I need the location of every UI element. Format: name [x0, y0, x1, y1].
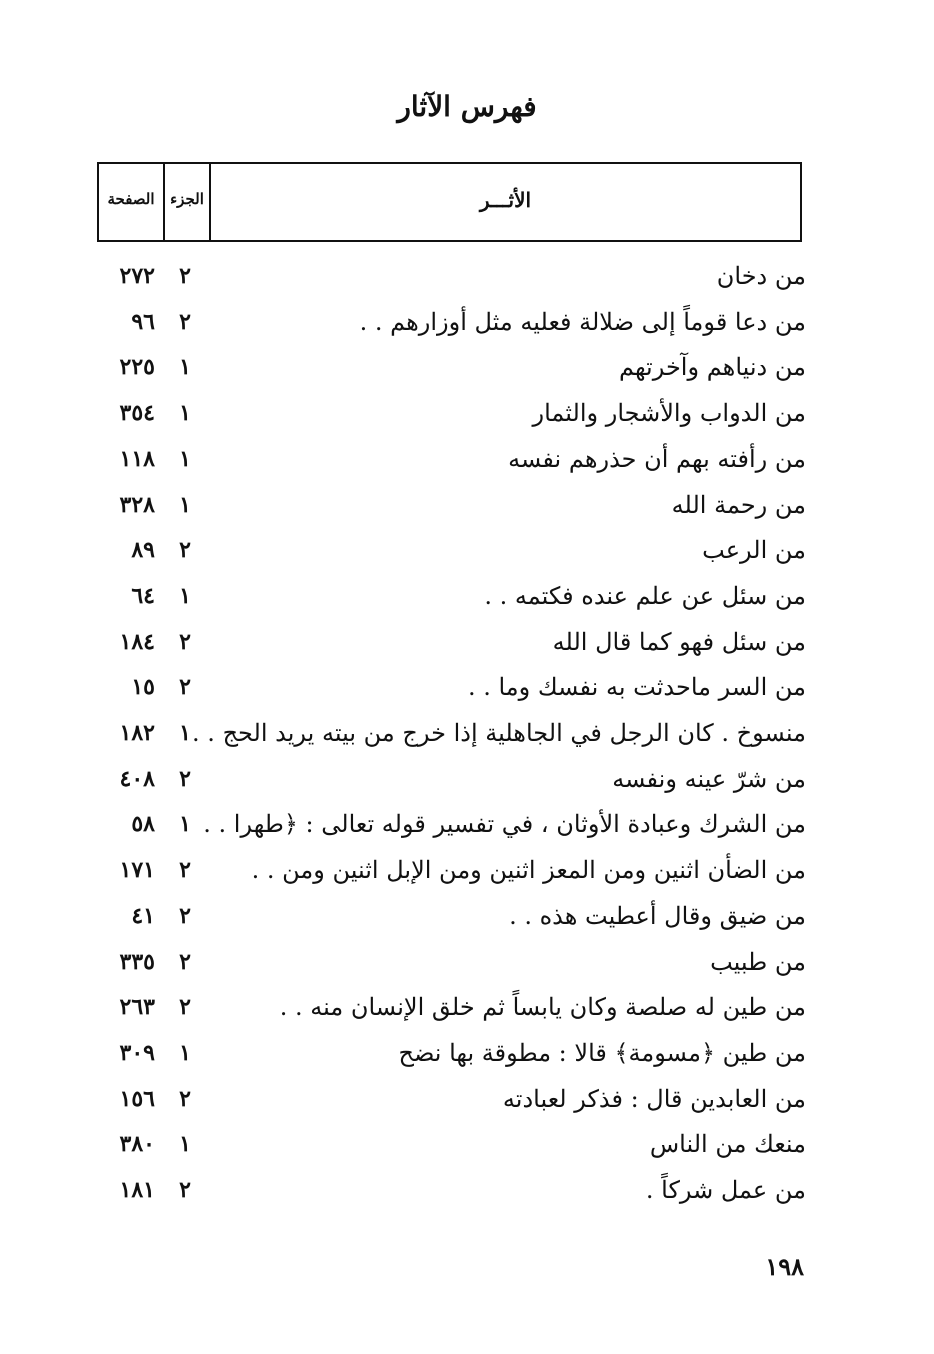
table-row [0, 801, 934, 847]
entry-text: منسوخ . كان الرجل في الجاهلية إذا خرج من بيته يريد الحج . . [192, 719, 806, 747]
table-row [0, 893, 934, 939]
entry-part: ١ [179, 400, 191, 427]
entry-page: ٣٢٨ [119, 491, 155, 518]
entry-part: ١ [179, 582, 191, 609]
entry-part: ١ [179, 811, 191, 838]
entry-part: ٢ [179, 765, 191, 792]
entry-text: من دنياهم وآخرتهم [619, 353, 806, 382]
table-row [0, 1167, 934, 1213]
entry-text: من الشرك وعبادة الأوثان ، في تفسير قوله تعالى : ﴿طهرا . . [203, 810, 806, 839]
entry-page: ٦٤ [131, 582, 155, 609]
entry-page: ٣٠٩ [119, 1039, 155, 1066]
entry-page: ٩٦ [131, 308, 155, 335]
table-row [0, 847, 934, 893]
entry-part: ٢ [179, 308, 191, 335]
table-row [0, 1121, 934, 1167]
entry-part: ١ [179, 491, 191, 518]
entry-text: من العابدين قال : فذكر لعبادته [502, 1084, 806, 1113]
table-row [0, 253, 934, 299]
entry-text: من طين ﴿مسومة﴾ قالا : مطوقة بها نضح [398, 1038, 806, 1067]
table-row [0, 436, 934, 482]
entry-part: ٢ [179, 902, 191, 929]
entry-text: من عمل شركاً . [645, 1176, 806, 1204]
entry-part: ٢ [179, 857, 191, 884]
table-row [0, 344, 934, 390]
page-number: ١٩٨ [765, 1252, 804, 1281]
entry-part: ١ [179, 720, 191, 746]
entry-page: ٣٨٠ [119, 1131, 155, 1158]
entry-part: ١ [179, 354, 191, 381]
entry-part: ٢ [179, 1085, 191, 1112]
table-row [0, 756, 934, 802]
entry-page: ١٨١ [119, 1177, 155, 1203]
entry-page: ١٨٢ [119, 720, 155, 746]
entry-text: من طبيب [710, 947, 806, 976]
table-row [0, 482, 934, 528]
entry-page: ٣٥٤ [119, 400, 155, 427]
entry-text: من ضيق وقال أعطيت هذه . . [509, 901, 806, 930]
page-title: فهرس الآثار [397, 90, 537, 123]
entry-text: من سئل فهو كما قال الله [552, 627, 806, 656]
entry-page: ٢٢٥ [119, 354, 155, 381]
entry-page: ٢٧٢ [119, 263, 155, 289]
entry-page: ٣٣٥ [119, 948, 155, 975]
entry-part: ٢ [179, 1177, 191, 1203]
entry-text: من الرعب [702, 536, 806, 565]
table-row [0, 573, 934, 619]
table-row [0, 710, 934, 756]
entry-page: ١٨٤ [119, 628, 155, 655]
table-row [0, 390, 934, 436]
entry-part: ٢ [179, 674, 191, 701]
entry-page: ١٥٦ [119, 1085, 155, 1112]
entry-text: من الدواب والأشجار والثمار [532, 399, 806, 428]
column-header-part: الجزء [165, 164, 211, 240]
column-header-page: الصفحة [99, 164, 165, 240]
entry-part: ١ [179, 1131, 191, 1158]
table-row [0, 299, 934, 345]
entry-text: من رحمة الله [671, 490, 806, 519]
table-row [0, 1030, 934, 1076]
entry-part: ١ [179, 1039, 191, 1066]
entry-text: من سئل عن علم عنده فكتمه . . [484, 581, 806, 610]
entry-part: ٢ [179, 948, 191, 975]
entry-page: ٥٨ [131, 811, 155, 838]
entry-page: ١١٨ [119, 445, 155, 472]
entry-text: من دخان [716, 262, 806, 290]
entry-page: ٤٠٨ [119, 765, 155, 792]
column-header-athar: الأثـــر [479, 188, 532, 212]
entry-page: ١٥ [131, 674, 155, 701]
entry-page: ٤١ [131, 902, 155, 929]
entry-text: منعك من الناس [649, 1130, 806, 1159]
index-table-header [97, 162, 802, 242]
table-row [0, 664, 934, 710]
entry-part: ٢ [179, 628, 191, 655]
entry-text: من رأفته بهم أن حذرهم نفسه [508, 444, 806, 473]
entry-part: ٢ [179, 537, 191, 564]
entry-text: من طين له صلصة وكان يابساً ثم خلق الإنسان منه . . [279, 993, 806, 1022]
entry-part: ٢ [179, 994, 191, 1021]
entry-page: ٢٦٣ [119, 994, 155, 1021]
entry-text: من دعا قوماً إلى ضلالة فعليه مثل أوزارهم . . [359, 307, 806, 336]
table-row [0, 527, 934, 573]
table-row [0, 619, 934, 665]
entry-text: من شرّ عينه ونفسه [612, 764, 806, 793]
entry-text: من الضأن اثنين ومن المعز اثنين ومن الإبل اثنين ومن . . [251, 856, 806, 885]
table-row [0, 939, 934, 985]
table-row [0, 984, 934, 1030]
table-row [0, 1076, 934, 1122]
entry-page: ٨٩ [131, 537, 155, 564]
entry-text: من السر ماحدثت به نفسك وما . . [467, 673, 806, 702]
entry-part: ٢ [179, 263, 191, 289]
entry-part: ١ [179, 445, 191, 472]
entry-page: ١٧١ [119, 857, 155, 884]
